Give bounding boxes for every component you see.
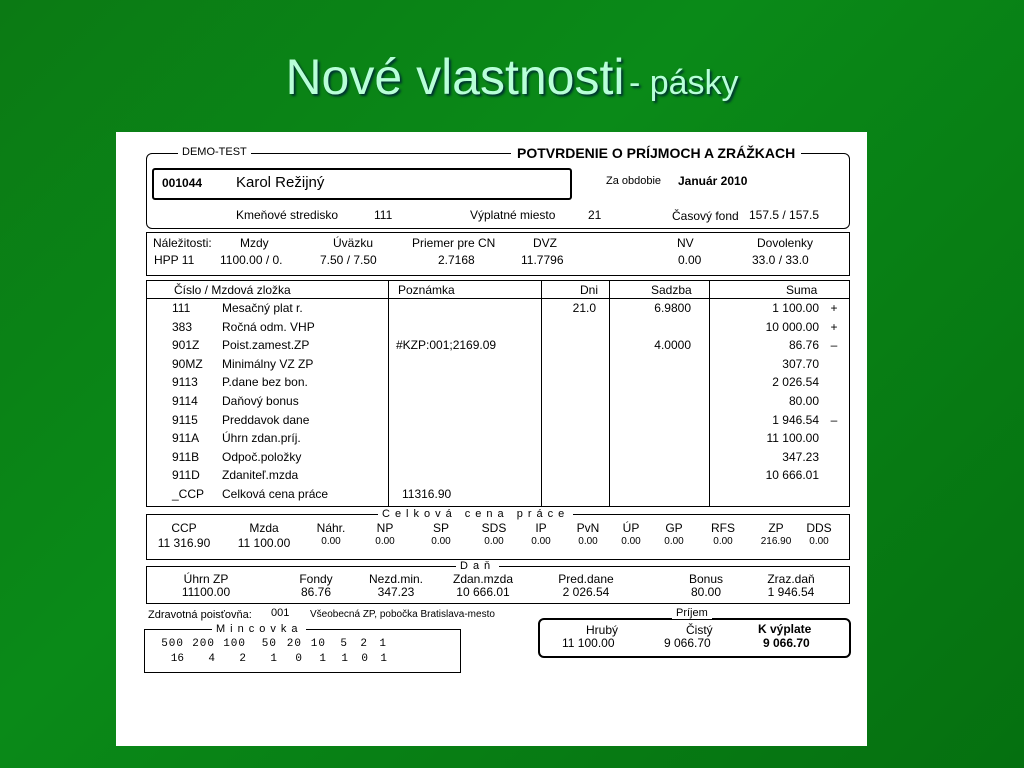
ccp-value: 216.90 [760,536,792,547]
item-sum: 1 946.54 [772,412,819,427]
col-divider-days [541,280,542,506]
attr-header-0: Náležitosti: [153,236,212,250]
coin-count: 4 [208,653,215,665]
coin-denom: 10 [310,638,326,650]
slide-title-sub: - pásky [628,64,739,102]
tax-value: 10 666.01 [456,585,510,599]
attr-header-4: DVZ [533,236,557,250]
ccp-value: 0.00 [431,536,451,547]
item-name: Celková cena práce [222,487,329,501]
tax-value: 80.00 [690,585,722,599]
net-label: Čistý [686,623,713,637]
insurance-label: Zdravotná poisťovňa: [148,609,252,621]
ccp-value: 0.00 [578,536,598,547]
slide-title-main: Nové vlastnosti [285,49,625,105]
ccp-header: DDS [806,521,832,535]
item-sum: 10 000.00 [765,319,819,334]
ccp-header: ÚP [622,521,640,535]
attr-value-1: 1100.00 / 0. [220,253,283,267]
employee-box [152,168,572,200]
item-code: 111 [172,301,191,315]
ccp-value: 0.00 [621,536,641,547]
coins-legend: Mincovka [212,623,306,635]
coin-denom: 100 [223,638,246,650]
ccp-value: 0.00 [531,536,551,547]
item-name: Daňový bonus [222,394,299,408]
coins-box [144,629,461,673]
doc-title: POTVRDENIE O PRÍJMOCH A ZRÁŽKACH [511,145,801,161]
item-code: 90MZ [172,356,203,371]
center-label: Kmeňové stredisko [236,208,339,222]
tax-header: Fondy [299,572,333,586]
coin-denom: 200 [192,638,215,650]
item-name: Zdaniteľ.mzda [222,468,299,483]
item-code: 383 [172,319,193,334]
net-value: 9 066.70 [664,636,711,650]
col-divider-sum [709,280,710,506]
item-sum: 347.23 [782,449,819,464]
coin-count: 0 [295,653,302,665]
ccp-header: ZP [768,521,784,535]
item-sum: 2 026.54 [772,375,819,390]
coin-denom: 500 [161,638,184,650]
pay-label: K výplate [758,622,812,636]
tax-value: 2 026.54 [562,585,610,599]
ccp-value: 0.00 [321,536,341,547]
payslip [116,132,867,746]
item-sum: 1 100.00 [772,301,819,315]
item-note: #KZP:001;2169.09 [396,338,497,353]
ccp-legend: Celková cena práce [378,508,573,520]
item-code: 9113 [172,375,198,390]
coin-denom: 50 [261,638,277,650]
item-name: Mesačný plat r. [222,301,303,315]
item-rate: 6.9800 [654,301,691,315]
coin-denom: 1 [379,638,387,650]
item-sign: + [830,319,838,334]
ccp-header: SP [432,521,449,535]
ccp-value: 0.00 [809,536,829,547]
attr-value-2: 7.50 / 7.50 [320,253,377,267]
ccp-header: PvN [576,521,600,535]
coin-denom: 2 [360,638,368,650]
item-days: 21.0 [572,301,596,315]
gross-label: Hrubý [586,623,619,637]
ccp-value: 0.00 [713,536,733,547]
item-sign: – [830,412,838,427]
item-code: _CCP [172,487,205,501]
period-label: Za obdobie [606,175,662,187]
item-sign: + [830,301,838,315]
coin-count: 1 [319,653,326,665]
item-sum: 80.00 [788,394,819,408]
attr-value-0: HPP 11 [154,253,195,267]
ccp-header: SDS [481,521,507,535]
attr-header-1: Mzdy [240,236,269,250]
center-value: 111 [374,208,393,222]
coin-count: 1 [270,653,277,665]
attr-header-2: Úväzku [333,236,374,250]
col-divider-rate [609,280,610,506]
tax-header: Nezd.min. [368,572,424,586]
attr-header-3: Priemer pre CN [412,236,496,250]
tax-header: Pred.dane [558,572,614,586]
col-header-code: Číslo / Mzdová zložka [174,283,291,297]
ccp-value: 0.00 [375,536,395,547]
income-legend: Príjem [672,607,712,619]
item-sum: 11 100.00 [766,431,819,446]
col-header-sum: Suma [786,283,818,297]
gross-value: 11 100.00 [562,636,615,650]
ccp-header: Náhr. [316,521,346,535]
items-header-line [146,298,850,299]
item-note: 11316.90 [402,487,452,501]
item-name: Ročná odm. VHP [222,319,315,334]
coin-count: 1 [341,653,348,665]
fund-label: Časový fond [672,209,739,223]
tax-legend: Daň [456,560,499,572]
coin-count: 2 [239,653,246,665]
coin-count: 16 [170,653,184,665]
pay-value: 9 066.70 [763,636,810,650]
ccp-header: IP [535,521,547,535]
item-name: P.dane bez bon. [222,375,308,390]
insurance-name: Všeobecná ZP, pobočka Bratislava-mesto [310,609,495,620]
item-code: 911D [172,468,200,483]
attr-value-6: 33.0 / 33.0 [752,253,809,267]
attr-header-6: Dovolenky [757,236,814,250]
ccp-header: NP [376,521,394,535]
tax-value: 86.76 [300,585,332,599]
employee-name: Karol Režijný [236,174,325,191]
attr-value-3: 2.7168 [438,253,475,267]
item-sum: 86.76 [788,338,819,353]
ccp-value: 11 316.90 [157,536,211,550]
insurance-code: 001 [271,607,290,619]
col-header-rate: Sadzba [651,283,692,297]
ccp-header: CCP [171,521,197,535]
attr-value-4: 11.7796 [521,253,564,267]
item-sum: 307.70 [782,356,819,371]
attr-header-5: NV [677,236,694,250]
ccp-header: Mzda [249,521,279,535]
ccp-value: 11 100.00 [237,536,291,550]
item-name: Minimálny VZ ZP [222,356,314,371]
item-name: Odpoč.položky [222,449,302,464]
item-code: 911A [172,431,200,446]
item-code: 9115 [172,412,198,427]
coin-denom: 20 [286,638,302,650]
item-sum: 10 666.01 [765,468,819,483]
coin-count: 0 [361,653,368,665]
place-value: 21 [588,208,602,222]
item-name: Úhrn zdan.príj. [222,431,301,446]
item-code: 901Z [172,338,200,353]
ccp-header: RFS [711,521,735,535]
employee-number: 001044 [162,176,203,190]
tax-value: 1 946.54 [767,585,815,599]
coin-count: 1 [380,653,387,665]
tax-header: Zraz.daň [767,572,815,586]
ccp-value: 0.00 [484,536,504,547]
item-sign: – [830,338,838,353]
item-code: 9114 [172,394,198,408]
item-name: Preddavok dane [222,412,310,427]
place-label: Výplatné miesto [470,208,556,222]
tax-value: 347.23 [377,585,415,599]
slide-title [0,48,1024,106]
item-name: Poist.zamest.ZP [222,338,310,353]
attr-value-5: 0.00 [678,253,702,267]
ccp-header: GP [665,521,683,535]
tax-header: Bonus [688,572,724,586]
tax-header: Úhrn ZP [183,572,229,586]
col-header-note: Poznámka [398,283,455,297]
company-name: DEMO-TEST [178,146,251,158]
period-value: Január 2010 [678,174,748,188]
fund-value: 157.5 / 157.5 [749,208,820,222]
tax-header: Zdan.mzda [452,572,514,586]
item-code: 911B [172,449,200,464]
tax-value: 11100.00 [181,585,231,599]
coin-denom: 5 [340,638,348,650]
ccp-value: 0.00 [664,536,684,547]
col-divider-note [388,280,389,506]
item-rate: 4.0000 [654,338,691,353]
col-header-days: Dni [580,283,599,297]
